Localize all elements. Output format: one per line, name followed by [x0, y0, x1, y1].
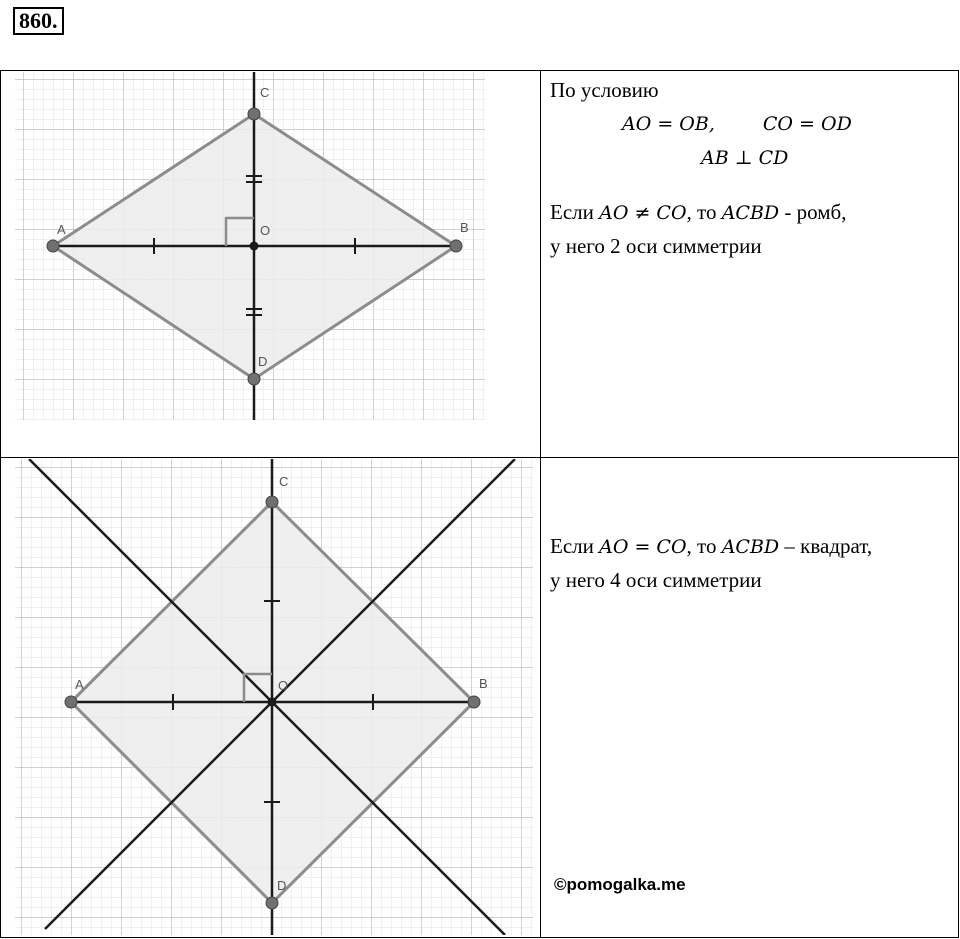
- solution-table: [0, 70, 959, 938]
- problem-number: 860.: [13, 7, 64, 35]
- shape-name: ACBD: [721, 536, 780, 558]
- point-a: [47, 240, 59, 252]
- label-a: A: [57, 222, 66, 237]
- point-b: [450, 240, 462, 252]
- given-heading: По условию: [550, 78, 659, 102]
- label-o: O: [260, 223, 271, 238]
- rhombus-axes-line: у него 2 оси симметрии: [550, 234, 762, 258]
- watermark: ©pomogalka.me: [554, 875, 686, 894]
- rhombus-figure: [15, 72, 485, 420]
- label-a: A: [75, 677, 84, 692]
- point-o: [250, 242, 259, 251]
- square-figure-cell: [1, 458, 541, 938]
- text-then: , то: [686, 534, 722, 558]
- rhombus-conclusion-line: [550, 196, 958, 230]
- label-b: B: [460, 220, 469, 235]
- condition-ao-neq-co: AO ≠ CO: [599, 202, 687, 224]
- label-d: D: [277, 878, 287, 893]
- text-if: Если: [550, 534, 600, 558]
- equation-ab-perp-cd: AB ⊥ CD: [701, 147, 789, 169]
- equation-co-od: CO = OD: [762, 113, 852, 135]
- text-square: – квадрат,: [779, 534, 873, 558]
- point-b: [468, 696, 480, 708]
- text-then: , то: [686, 200, 722, 224]
- point-c: [266, 496, 278, 508]
- text-if: Если: [550, 200, 600, 224]
- label-c: C: [279, 474, 289, 489]
- square-figure: [15, 459, 533, 935]
- point-d: [266, 897, 278, 909]
- label-b: B: [479, 676, 488, 691]
- shape-name: ACBD: [721, 202, 780, 224]
- given-equation-line: [550, 107, 958, 141]
- label-o: O: [278, 678, 289, 693]
- rhombus-figure-cell: [1, 71, 541, 458]
- square-axes-line: у него 4 оси симметрии: [550, 568, 762, 592]
- equation-ao-ob: AO = OB,: [622, 113, 715, 135]
- square-conclusion-line: [550, 530, 958, 564]
- point-c: [248, 108, 260, 120]
- square-text-cell: [541, 458, 959, 938]
- rhombus-text-cell: [541, 71, 959, 458]
- condition-ao-eq-co: AO = CO: [599, 536, 687, 558]
- label-c: C: [260, 85, 270, 100]
- point-d: [248, 373, 260, 385]
- given-perpendicular-line: [550, 141, 958, 175]
- point-a: [65, 696, 77, 708]
- text-rhombus: - ромб,: [779, 200, 847, 224]
- point-o: [268, 698, 277, 707]
- label-d: D: [258, 354, 268, 369]
